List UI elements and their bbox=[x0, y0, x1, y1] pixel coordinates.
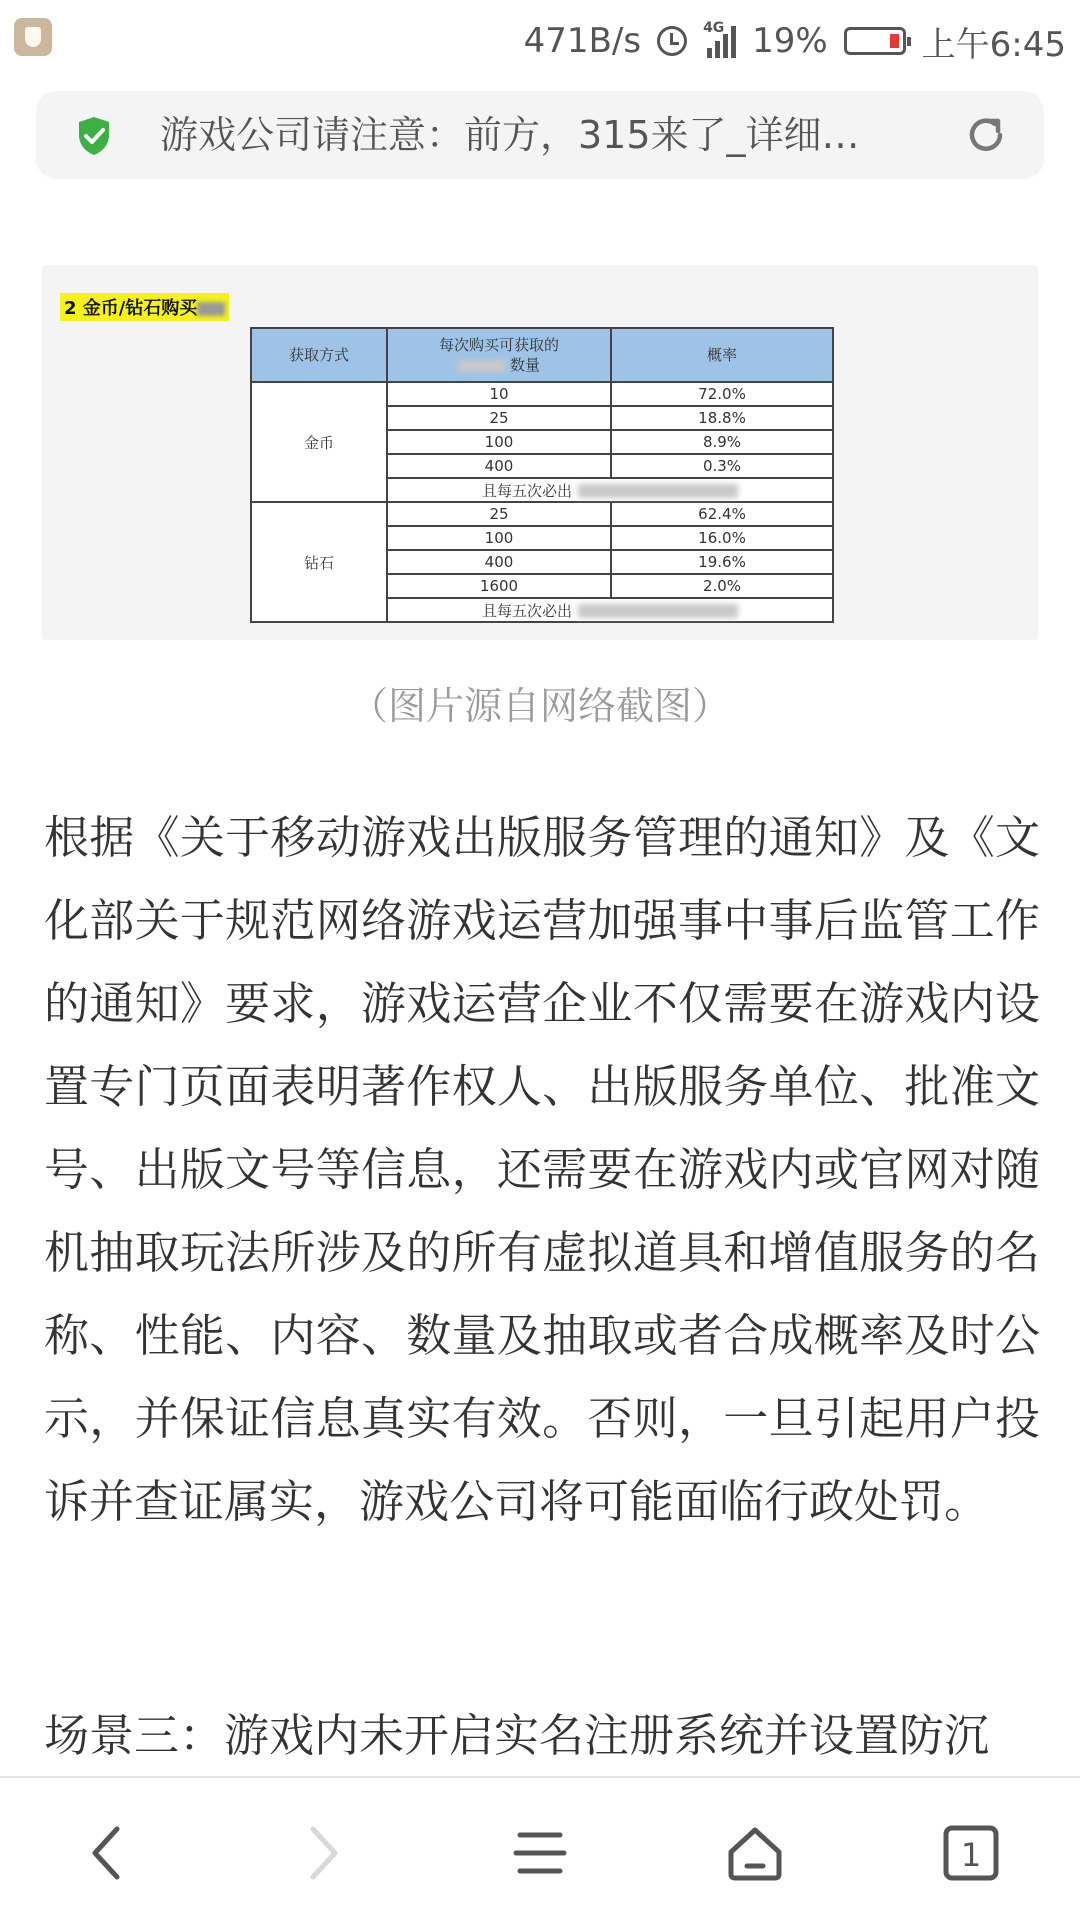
back-button[interactable] bbox=[62, 1808, 152, 1898]
qty-cell: 25 bbox=[387, 406, 611, 430]
forward-button[interactable] bbox=[278, 1808, 368, 1898]
address-bar[interactable] bbox=[36, 91, 1044, 179]
prob-cell: 62.4% bbox=[611, 502, 833, 526]
table-header-quantity: 每次购买可获取的 数量 bbox=[387, 328, 611, 382]
table-header-method: 获取方式 bbox=[251, 328, 387, 382]
table-row bbox=[251, 502, 833, 526]
qty-cell: 1600 bbox=[387, 574, 611, 598]
back-icon bbox=[87, 1825, 127, 1881]
tab-count: 1 bbox=[960, 1836, 982, 1874]
qty-cell: 100 bbox=[387, 430, 611, 454]
prob-cell: 19.6% bbox=[611, 550, 833, 574]
bottom-navigation bbox=[0, 1776, 1080, 1922]
menu-button[interactable] bbox=[495, 1808, 585, 1898]
article-paragraph: 根据《关于移动游戏出版服务管理的通知》及《文化部关于规范网络游戏运营加强事中事后监管工作的通知》要求，游戏运营企业不仅需要在游戏内设置专门页面表明著作权人、出版服务单位、批准文号、出版文号等信息，还需要在游戏内或官网对随机抽取玩法所涉及的所有虚拟道具和增值服务的名称、性能、内容、数量及抽取或者合成概率及时公示，并保证信息真实有效。否则，一旦引起用户投诉并查证属实，游戏公司将可能面临行政处罚。 bbox=[44, 811, 1040, 1528]
battery-icon bbox=[844, 27, 906, 55]
battery-percent: 19% bbox=[752, 21, 828, 61]
prob-cell: 16.0% bbox=[611, 526, 833, 550]
table-header-probability: 概率 bbox=[611, 328, 833, 382]
prob-cell: 8.9% bbox=[611, 430, 833, 454]
prob-cell: 72.0% bbox=[611, 382, 833, 406]
tabs-icon bbox=[941, 1823, 1001, 1883]
prob-cell: 0.3% bbox=[611, 454, 833, 478]
qty-cell: 25 bbox=[387, 502, 611, 526]
prob-cell: 2.0% bbox=[611, 574, 833, 598]
article-paragraph-next: 场景三：游戏内未开启实名注册系统并设置防沉 bbox=[44, 1709, 990, 1762]
qty-cell: 400 bbox=[387, 550, 611, 574]
home-icon bbox=[725, 1824, 785, 1882]
reload-icon[interactable] bbox=[964, 113, 1008, 157]
net-speed: 471B/s bbox=[523, 21, 642, 61]
notification-app-icon bbox=[14, 18, 52, 56]
menu-icon bbox=[512, 1829, 568, 1877]
signal-icon bbox=[703, 20, 736, 58]
clock: 上午6:45 bbox=[921, 24, 1066, 65]
status-icons bbox=[524, 0, 1066, 82]
probability-table bbox=[250, 327, 834, 623]
qty-cell: 400 bbox=[387, 454, 611, 478]
note-cell: 且每五次必出 bbox=[387, 598, 833, 622]
forward-icon bbox=[303, 1825, 343, 1881]
image-caption: 2 金币/钻石购买 bbox=[60, 293, 229, 321]
alarm-icon bbox=[657, 26, 687, 56]
qty-cell: 100 bbox=[387, 526, 611, 550]
home-button[interactable] bbox=[710, 1808, 800, 1898]
prob-cell: 18.8% bbox=[611, 406, 833, 430]
network-type: 4G bbox=[703, 20, 725, 36]
note-cell: 且每五次必出 bbox=[387, 478, 833, 502]
battery-level bbox=[890, 34, 899, 48]
status-bar bbox=[0, 0, 1080, 82]
image-source-caption: （图片源自网络截图） bbox=[349, 684, 730, 728]
group-name: 金币 bbox=[251, 382, 387, 502]
security-shield-icon bbox=[76, 115, 112, 157]
page-title[interactable]: 游戏公司请注意：前方，315来了_详细… bbox=[160, 113, 860, 157]
qty-cell: 10 bbox=[387, 382, 611, 406]
article-image[interactable] bbox=[42, 265, 1038, 640]
table-row bbox=[251, 382, 833, 406]
group-name: 钻石 bbox=[251, 502, 387, 622]
tabs-button[interactable] bbox=[926, 1808, 1016, 1898]
